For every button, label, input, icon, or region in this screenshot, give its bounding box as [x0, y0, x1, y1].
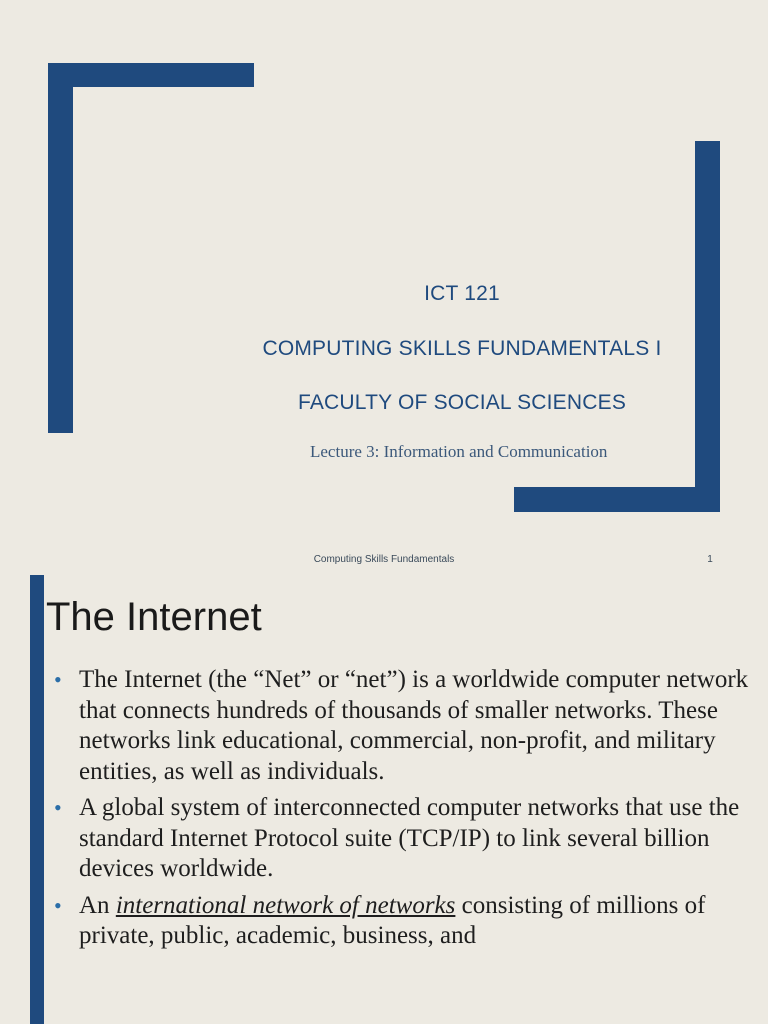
- bullet-text: The Internet (the “Net” or “net”) is a worldwide computer network that connects hundreds of thousands of smaller networks. These networks link educational, commercial, non-profit, and military entities, as well as individuals.: [79, 666, 749, 785]
- bullet-list: [50, 665, 750, 958]
- network-of-networks-link[interactable]: international network of networks: [115, 891, 456, 919]
- bullet-item: [50, 665, 750, 787]
- course-title: COMPUTING SKILLS FUNDAMENTALS I: [262, 337, 662, 360]
- slide-footer: Computing Skills Fundamentals: [313, 554, 455, 565]
- bullet-text: A global system of interconnected computer networks that use the standard Internet Protocol suite (TCP/IP) to link several billion devices worldwide.: [79, 794, 740, 882]
- accent-bar: [30, 575, 44, 1024]
- bullet-text-rest: consisting of millions of private, public, academic, business, and: [79, 891, 706, 949]
- internet-slide: [0, 575, 768, 1024]
- bracket-top-left-horizontal: [48, 63, 254, 87]
- bracket-bottom-right-horizontal: [514, 487, 720, 512]
- lecture-subtitle: Lecture 3: Information and Communication: [310, 442, 608, 461]
- page-number: 1: [707, 554, 713, 565]
- bullet-icon: •: [54, 795, 62, 820]
- bullet-item: [50, 793, 750, 885]
- bracket-bottom-right-vertical: [695, 141, 720, 512]
- course-code: ICT 121: [424, 282, 500, 305]
- bullet-icon: •: [54, 892, 62, 918]
- bullet-text-prefix: An: [79, 891, 116, 919]
- bullet-icon: •: [54, 667, 62, 692]
- faculty-name: FACULTY OF SOCIAL SCIENCES: [297, 391, 627, 414]
- slide-title: The Internet: [46, 595, 262, 639]
- bracket-top-left-vertical: [48, 63, 73, 433]
- bullet-item: [50, 891, 750, 952]
